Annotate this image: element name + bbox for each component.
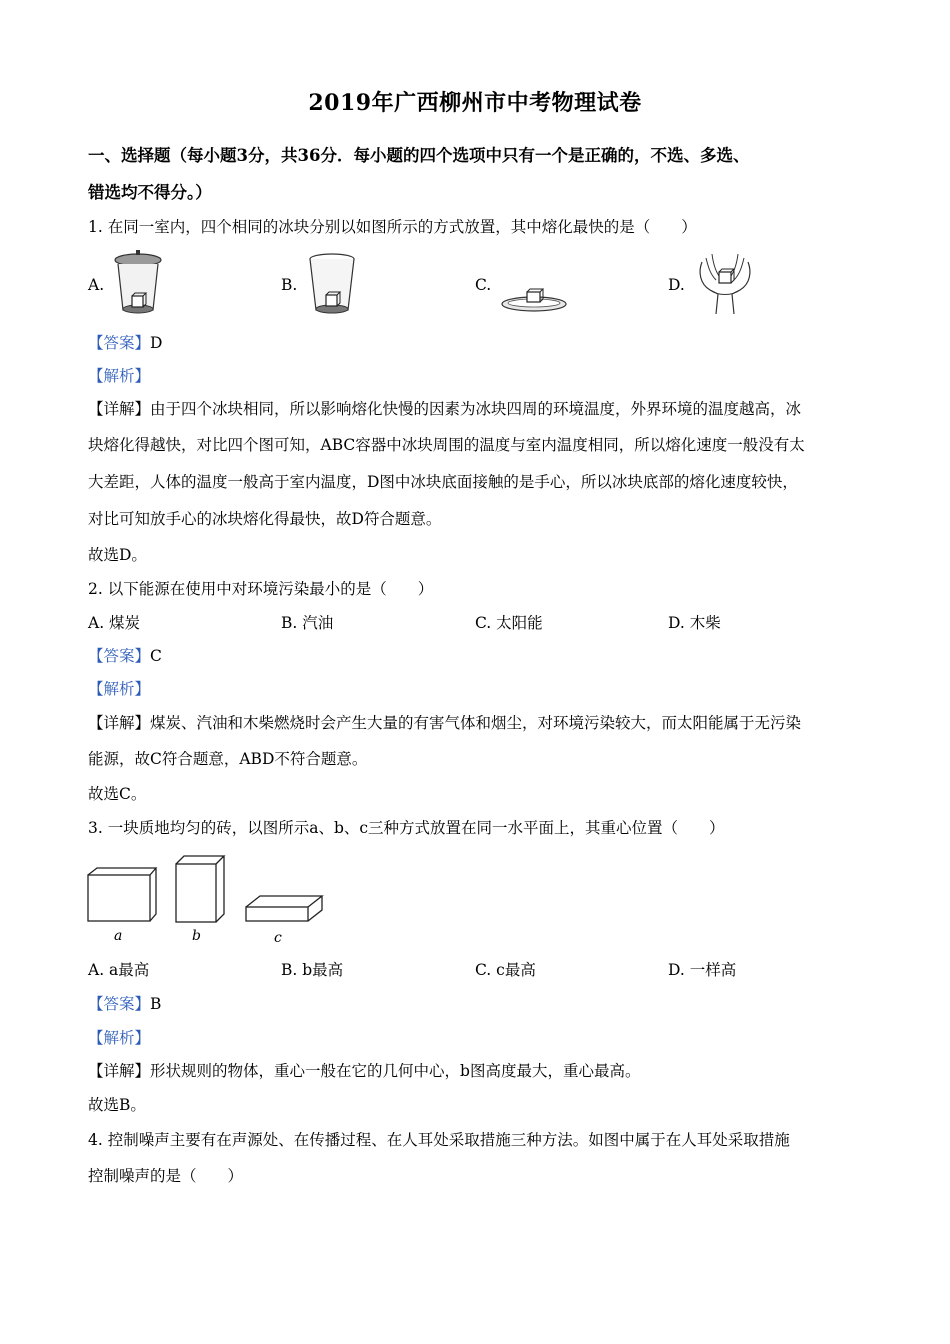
- q1-detail-line-4: 对比可知放手心的冰块熔化得最快，故D符合题意。: [88, 510, 442, 528]
- q2-option-a: A. 煤炭: [88, 614, 141, 632]
- q3-option-a: A. a最高: [88, 961, 150, 979]
- q3-conclusion: 故选B。: [88, 1096, 146, 1114]
- q4-stem-line-1: 4. 控制噪声主要有在声源处、在传播过程、在人耳处采取措施三种方法。如图中属于在人耳处采取措施: [88, 1131, 790, 1149]
- q2-detail-label: 【详解】: [88, 714, 151, 732]
- q3-option-c: C. c最高: [475, 961, 536, 979]
- q1-answer-label: 【答案】: [88, 334, 151, 352]
- brick-c-label: c: [274, 930, 282, 946]
- q3-answer-label: 【答案】: [88, 995, 151, 1013]
- q1-option-d: D.: [668, 276, 685, 294]
- q2-detail-line-1: 煤炭、汽油和木柴燃烧时会产生大量的有害气体和烟尘，对环境污染较大，而太阳能属于无污染: [150, 714, 802, 732]
- q1-detail-label: 【详解】: [88, 400, 151, 418]
- q1-stem: 1. 在同一室内，四个相同的冰块分别以如图所示的方式放置，其中熔化最快的是（ ）: [88, 218, 697, 236]
- q3-detail-line-1: 形状规则的物体，重心一般在它的几何中心，b图高度最大，重心最高。: [150, 1062, 641, 1080]
- q1-detail-line-2: 块熔化得越快，对比四个图可知，ABC容器中冰块周围的温度与室内温度相同，所以熔化速度一般没有太: [88, 436, 805, 454]
- q1-detail-line-1: 由于四个冰块相同，所以影响熔化快慢的因素为冰块四周的环境温度，外界环境的温度越高，冰: [150, 400, 802, 418]
- q3-answer: B: [150, 995, 162, 1013]
- page-title: 2019年广西柳州市中考物理试卷: [308, 90, 642, 116]
- q1-detail-line-3: 大差距，人体的温度一般高于室内温度，D图中冰块底面接触的是手心，所以冰块底部的熔化速度较快，: [88, 473, 798, 491]
- q1-option-a: A.: [88, 276, 105, 294]
- section-heading-line-2: 错选均不得分。）: [88, 183, 212, 202]
- brick-a-label: a: [114, 928, 123, 944]
- q1-answer: D: [150, 334, 163, 352]
- q2-stem: 2. 以下能源在使用中对环境污染最小的是（ ）: [88, 580, 434, 598]
- q3-detail-label: 【详解】: [88, 1062, 151, 1080]
- q2-answer: C: [150, 647, 162, 665]
- q3-option-d: D. 一样高: [668, 961, 737, 979]
- q1-option-b: B.: [281, 276, 298, 294]
- brick-c: [246, 896, 322, 921]
- q2-analysis-label: 【解析】: [88, 680, 151, 698]
- covered-cup-icon: [112, 248, 164, 320]
- q1-analysis-label: 【解析】: [88, 367, 151, 385]
- section-heading-line-1: 一、选择题（每小题3分，共36分．每小题的四个选项中只有一个是正确的，不选、多选、: [88, 146, 750, 165]
- brick-b-label: b: [192, 928, 201, 944]
- q1-option-c: C.: [475, 276, 492, 294]
- brick-a: [88, 868, 156, 921]
- q2-option-d: D. 木柴: [668, 614, 721, 632]
- bricks-figure: [84, 852, 334, 952]
- dish-icon: [500, 286, 568, 320]
- q2-conclusion: 故选C。: [88, 785, 147, 803]
- q3-stem: 3. 一块质地均匀的砖，以图所示a、b、c三种方式放置在同一水平面上，其重心位置（ ）: [88, 819, 725, 837]
- q2-detail-line-2: 能源，故C符合题意，ABD不符合题意。: [88, 750, 368, 768]
- brick-b: [176, 856, 224, 922]
- q3-option-b: B. b最高: [281, 961, 344, 979]
- q3-analysis-label: 【解析】: [88, 1029, 151, 1047]
- q2-option-c: C. 太阳能: [475, 614, 543, 632]
- hands-holding-ice-icon: [696, 250, 754, 320]
- q2-option-b: B. 汽油: [281, 614, 334, 632]
- open-cup-icon: [306, 250, 358, 320]
- q4-stem-line-2: 控制噪声的是（ ）: [88, 1167, 244, 1185]
- q1-conclusion: 故选D。: [88, 546, 147, 564]
- q2-answer-label: 【答案】: [88, 647, 151, 665]
